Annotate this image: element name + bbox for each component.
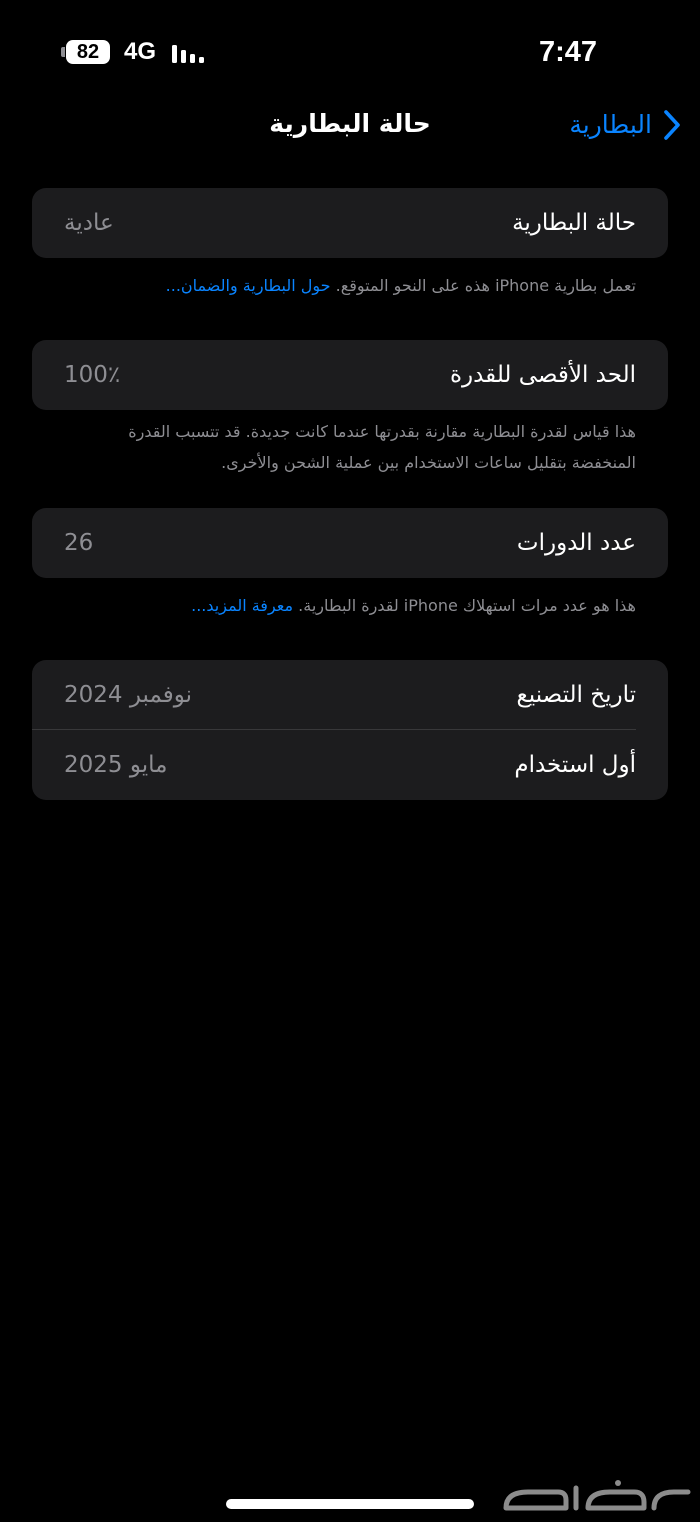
maximum-capacity-label: الحد الأقصى للقدرة [449,362,636,388]
battery-level: 82 [76,41,100,63]
navigation-bar [0,100,700,150]
maximum-capacity-value: 100٪ [64,362,121,388]
manufacture-date-row [32,660,668,730]
battery-health-value: عادية [64,210,114,236]
battery-icon [66,40,110,64]
cycle-count-footer-text: هذا هو عدد مرات استهلاك iPhone لقدرة البطارية. [298,596,636,615]
battery-health-label: حالة البطارية [512,210,636,236]
back-button[interactable] [569,106,682,144]
cycle-count-footer [60,590,636,621]
maximum-capacity-group [32,340,668,410]
cycle-count-label: عدد الدورات [516,530,636,556]
cycle-count-group [32,508,668,578]
learn-more-link[interactable]: معرفة المزيد... [191,596,294,615]
maximum-capacity-row [32,340,668,410]
page-title: حالة البطارية [269,109,431,138]
first-use-label: أول استخدام [514,752,636,778]
manufacture-date-value: نوفمبر 2024 [64,682,193,708]
first-use-value: مايو 2025 [64,752,168,778]
battery-health-footer-text: تعمل بطارية iPhone هذه على النحو المتوقع. [335,276,636,295]
cycle-count-row [32,508,668,578]
maximum-capacity-footer [60,416,636,478]
network-type: 4G [124,38,157,65]
haraj-watermark-logo [498,1478,694,1518]
chevron-right-icon [662,109,682,141]
battery-health-footer [60,270,636,301]
battery-health-group [32,188,668,258]
back-button-label: البطارية [569,110,652,139]
dates-group [32,660,668,800]
first-use-row [32,730,668,800]
maximum-capacity-footer-line-1: هذا قياس لقدرة البطارية مقارنة بقدرتها عندما كانت جديدة. قد تتسبب القدرة [128,422,636,441]
manufacture-date-label: تاريخ التصنيع [516,682,636,708]
status-bar [0,28,700,78]
maximum-capacity-footer-line-2: المنخفضة بتقليل ساعات الاستخدام بين عملية الشحن والأخرى. [221,453,636,472]
clock: 7:47 [538,36,598,68]
battery-warranty-link[interactable]: حول البطارية والضمان... [165,276,331,295]
signal-icon [172,41,206,63]
cycle-count-value: 26 [64,530,94,556]
battery-tip [61,47,65,57]
home-indicator[interactable] [226,1499,474,1509]
battery-health-row [32,188,668,258]
